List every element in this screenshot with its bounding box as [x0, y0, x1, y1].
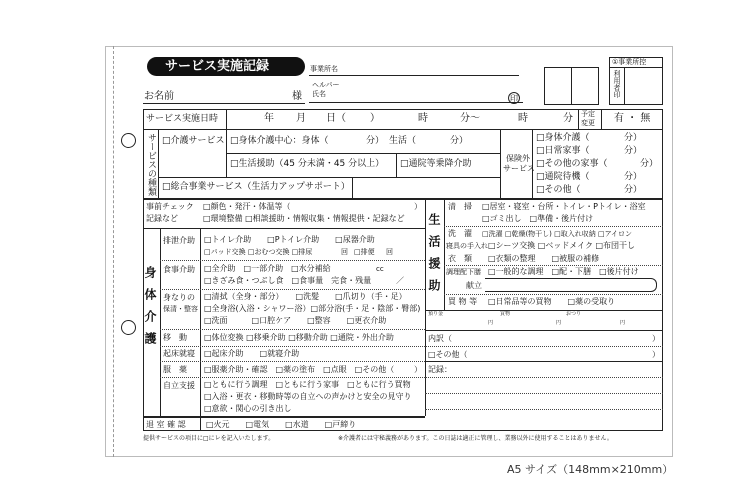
r5: [425, 330, 663, 331]
seal-mark: 印: [510, 94, 518, 103]
med-paren: ）: [414, 365, 422, 374]
v-body: [160, 228, 161, 416]
body-center: □身体介護中心：身体（: [230, 136, 329, 146]
name-label: お名前: [144, 91, 174, 102]
shop-label: 買 物 等: [448, 297, 478, 306]
wash-label: 洗 濯: [448, 229, 472, 238]
clean-line2: □ゴミ出し □準備・後片付け: [482, 214, 594, 223]
grooming-line1: □清拭（全身・部分） □洗髪 □爪切り（手・足）: [204, 292, 407, 301]
footer-note-right: ※介護者には守秘義務があります。この日誌は適正に管理し、業務以外に使用することはありません。: [338, 435, 613, 442]
copy-divider: [609, 67, 663, 68]
outside-min-1: 分）: [624, 133, 643, 143]
helper-label2: 氏名: [312, 90, 326, 98]
shop-line1: □日常品等の買物 □薬の受取り: [488, 297, 616, 306]
change-label: おつり: [566, 311, 581, 317]
life-label: 生活（: [389, 136, 417, 146]
grooming-line3: □洗面 □口腔ケア □整容 □更衣介助: [204, 316, 387, 325]
independence-line3: □意欲・関心の引き出し: [204, 404, 292, 413]
sleep-line1: □起床介助 □就寝介助: [204, 349, 300, 358]
independence-line2: □入浴・更衣・移動時等の自立への声かけと安全の見守り: [204, 392, 412, 401]
stamp-divider: [571, 67, 572, 105]
paper-size-label: A5 サイズ（148mm×210mm）: [507, 463, 674, 476]
independence-label: 自立支援: [163, 381, 195, 390]
v-gen: [352, 177, 353, 198]
clean-label: 清 掃: [448, 202, 472, 211]
care-service: □介護サービス: [162, 136, 225, 146]
v-st: [158, 129, 159, 198]
menu-field[interactable]: [485, 278, 657, 292]
min-from: 分～: [460, 113, 480, 124]
v2: [578, 109, 579, 129]
r9: [425, 393, 663, 394]
grooming-label2: 保清・整容: [163, 305, 198, 313]
meal-line1: □全介助 □一部介助 □水分補給: [204, 264, 331, 273]
r10: [425, 409, 663, 410]
footer-note-left: 提供サービスの項目に□にレを記入いたします。: [143, 435, 275, 442]
day-close: ）: [370, 113, 380, 124]
excretion-stool: □排便: [354, 248, 375, 256]
breakdown-label: 内訳（: [428, 334, 452, 343]
d6: [160, 377, 425, 378]
independence-line1: □ともに行う調理 □ともに行う家事 □ともに行う買物: [204, 380, 411, 389]
outside-item-5: □その他（: [536, 185, 581, 195]
meal-slash: ／: [396, 276, 404, 285]
cloth-label: 衣 類: [448, 254, 472, 263]
d4: [160, 346, 425, 347]
outside-item-1: □身体介護（: [536, 133, 590, 143]
r3: [444, 294, 663, 295]
general-service: □総合事業サービス（生活力アップサポート）: [162, 182, 350, 192]
exit-check-items: □火元 □電気 □水道 □戸締り: [206, 420, 357, 429]
h1: [143, 129, 663, 130]
change-yen: 円: [620, 320, 626, 326]
perforation-line: [113, 46, 114, 457]
precheck-line1: □顔色・発汗・体温等（: [203, 202, 291, 211]
med-label: 服 薬: [163, 365, 187, 374]
h2: [143, 198, 663, 200]
sama-label: 様: [292, 91, 302, 102]
precheck-paren: ）: [414, 202, 422, 211]
menu-label: 献立: [466, 281, 482, 290]
copy-vdivider: [624, 67, 625, 105]
h-exit: [143, 416, 425, 418]
other-close: ）: [652, 350, 660, 359]
schedule-change-label: 予定変更: [581, 110, 595, 127]
move-line1: □体位変換 □移乗介助 □移動介助 □通院・外出介助: [204, 333, 394, 342]
other-label: □その他（: [428, 350, 468, 359]
purchase-label: 買物: [500, 311, 511, 317]
name-underline: [143, 103, 305, 104]
min-to: 分: [563, 113, 573, 124]
datetime-label: サービス実施日時: [146, 114, 219, 124]
outside-item-4: □通院待機（: [536, 172, 590, 182]
r1: [444, 226, 663, 227]
office-label: 事業所名: [310, 65, 338, 73]
hour-from: 時: [418, 113, 428, 124]
r4: [425, 310, 663, 311]
precheck-line2: □環境整備 □相談援助・情報収集・情報提供・記録など: [203, 214, 405, 223]
outside-item-2: □日常家事（: [536, 146, 590, 156]
v-tr: [396, 153, 397, 177]
user-seal-label: 利用者印: [613, 70, 621, 98]
h-pc: [143, 228, 425, 229]
month-label: 月: [296, 113, 306, 124]
d5: [160, 361, 425, 362]
life-support-label: 生活援助: [427, 213, 441, 301]
copy-label: ①事業所控: [612, 58, 647, 66]
outside-min-2: 分）: [624, 146, 643, 156]
punch-hole-top: [121, 133, 136, 148]
body-care-label: 身体介護: [143, 266, 157, 354]
meal-label: 食事介助: [163, 265, 195, 274]
form-title: サービス実施記録: [165, 59, 270, 74]
r2: [444, 265, 663, 266]
excretion-times1: 回: [341, 248, 348, 256]
min2: 分）: [450, 136, 469, 146]
v-exit: [200, 416, 201, 431]
helper-label: ヘルパー: [312, 81, 340, 89]
exit-check-label: 退 室 確 認: [146, 420, 186, 429]
outside-item-3: □その他の家事（: [536, 159, 608, 169]
outside-label1: 保険外: [506, 154, 530, 163]
outside-min-5: 分）: [624, 185, 643, 195]
service-type-label: サービスの種類: [146, 133, 156, 196]
meal-cc: cc: [376, 265, 384, 273]
d3: [160, 329, 425, 330]
h-st1: [226, 153, 500, 154]
clean-line1: □居室・寝室・台所・トイレ・Pトイレ・浴室: [482, 202, 646, 211]
v1: [226, 109, 227, 129]
yes-no: 有 ・ 無: [614, 113, 651, 124]
outside-min-3: 分）: [640, 159, 659, 169]
excretion-line2: □パッド交換 □おむつ交換 □排尿: [204, 248, 313, 256]
cloth-line1: □衣類の整理 □被服の補修: [488, 254, 600, 263]
v3: [601, 109, 602, 129]
record-label: 記録など: [146, 214, 178, 223]
hour-to: 時: [518, 113, 528, 124]
office-underline: [309, 75, 519, 76]
d1: [160, 260, 425, 261]
cook-label: 調理配下膳: [446, 268, 481, 276]
move-label: 移 動: [163, 333, 187, 342]
helper-underline: [309, 102, 523, 103]
v-mid: [425, 198, 426, 416]
h-st2: [158, 177, 500, 178]
outside-min-4: 分）: [624, 172, 643, 182]
v-out: [500, 129, 501, 198]
excretion-label: 排泄介助: [163, 236, 195, 245]
precheck-label: 事前チェック: [146, 202, 194, 211]
sleep-label: 起床就寝: [163, 349, 195, 358]
med-line1: □服薬介助・確認 □薬の塗布 □点眼 □その他（: [204, 365, 395, 374]
life-support-opt: □生活援助（45 分未満・45 分以上）: [230, 159, 385, 169]
r8: [425, 377, 663, 378]
excretion-line1: □トイレ介助 □Pトイレ介助 □尿器介助: [204, 235, 375, 244]
punch-hole-bottom: [121, 320, 136, 335]
excretion-times2: 回: [386, 248, 393, 256]
wash-line1: □洗濯 □乾燥(物干し) □取入れ収納 □アイロン: [482, 230, 632, 238]
year-label: 年: [264, 113, 274, 124]
min1: 分）: [366, 136, 385, 146]
d2: [160, 289, 425, 290]
record-notes-label: 記録：: [428, 365, 452, 374]
cook-line1: □一般的な調理 □配・下膳 □後片付け: [488, 267, 639, 276]
r6: [425, 346, 663, 347]
v-out2: [532, 129, 533, 198]
v-body2: [200, 228, 201, 416]
breakdown-close: ）: [652, 334, 660, 343]
deposit-label: 預り金: [428, 311, 444, 317]
day-label: 日（: [326, 113, 346, 124]
grooming-label: 身なりの: [163, 293, 195, 302]
transfer-opt: □通院等乗降介助: [400, 159, 472, 169]
outside-label2: サービス: [503, 164, 535, 173]
bedding-line1: □シーツ交換 □ベッドメイク □布団干し: [488, 241, 636, 250]
meal-line2: □きざみ食・つぶし食 □食事量 完食・残量: [204, 276, 372, 285]
bedding-label: 寝具の手入れ: [446, 242, 488, 250]
deposit-yen: 円: [488, 320, 494, 326]
grooming-line2: □全身浴(入浴・シャワー浴）□部分浴(手・足・陰部・臀部): [204, 304, 421, 313]
purchase-yen: 円: [556, 320, 562, 326]
r7: [425, 361, 663, 362]
